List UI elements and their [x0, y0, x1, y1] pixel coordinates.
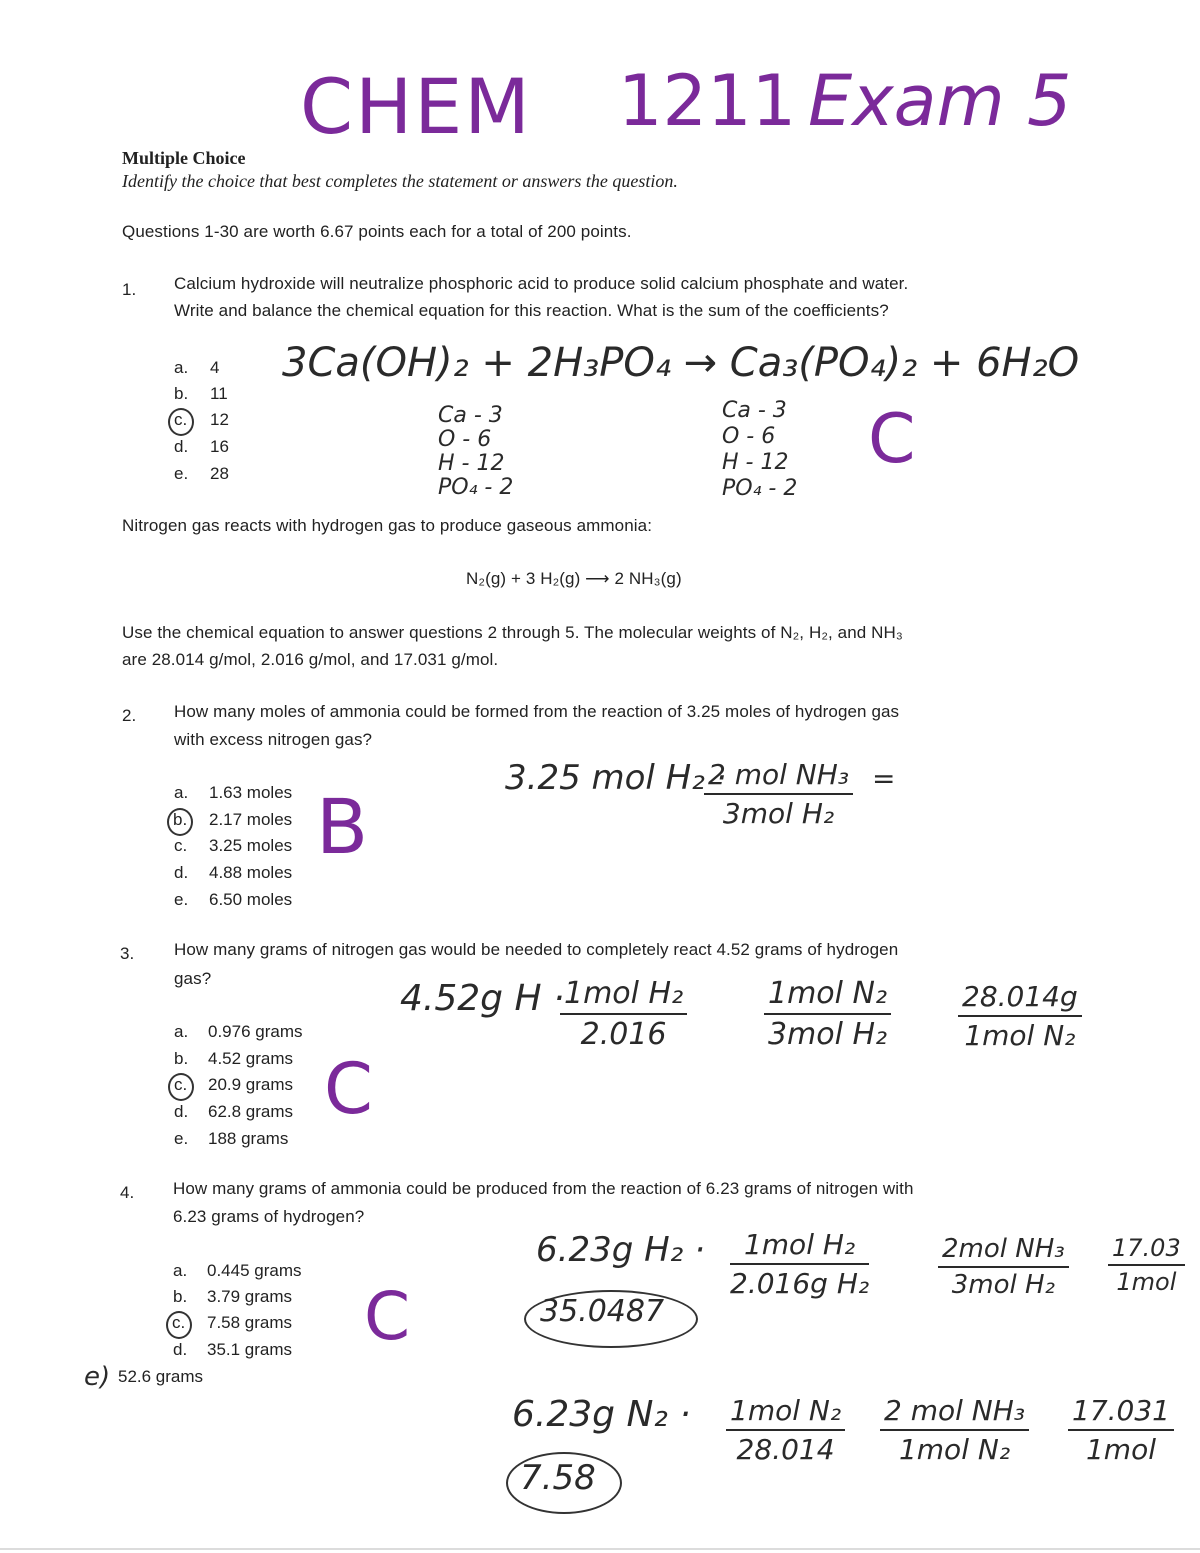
q4-option-a-letter: a.	[173, 1261, 188, 1280]
q1-option-a-text: 4	[210, 358, 220, 377]
q1-option-e-text: 28	[210, 464, 229, 483]
context-use-line2: are 28.014 g/mol, 2.016 g/mol, and 17.031 g/mol.	[122, 650, 499, 669]
q3-work-fraction-1	[560, 976, 687, 1052]
q4-work2-f2-denominator: 1mol N₂	[898, 1433, 1011, 1466]
q4-option-d-text: 35.1 grams	[207, 1340, 293, 1359]
points-note: Questions 1-30 are worth 6.67 points each for a total of 200 points.	[122, 222, 632, 241]
q1-tally-right-ca: Ca - 3	[722, 398, 787, 423]
q4-option-e-text: 52.6 grams	[118, 1367, 204, 1386]
q1-option-c-text: 12	[210, 410, 229, 429]
context-use-line1: Use the chemical equation to answer questions 2 through 5. The molecular weights of N₂, H₂, and NH₃	[122, 623, 903, 642]
q4-work1-f2-numerator: 2mol NH₃	[938, 1234, 1069, 1268]
q1-tally-left-h: H - 12	[438, 451, 505, 476]
q2-option-c-letter: c.	[174, 836, 188, 855]
q2-option-b-letter: b.	[173, 810, 188, 829]
q1-tally-left-ca: Ca - 3	[438, 403, 503, 428]
q3-work-f2-denominator: 3mol H₂	[767, 1017, 888, 1052]
q4-text-line2: 6.23 grams of hydrogen?	[173, 1207, 365, 1226]
context-equation: N₂(g) + 3 H₂(g) ⟶ 2 NH₃(g)	[466, 569, 682, 588]
q3-number: 3.	[120, 944, 135, 963]
q2-number: 2.	[122, 706, 137, 725]
q1-work-equation: 3Ca(OH)₂ + 2H₃PO₄ → Ca₃(PO₄)₂ + 6H₂O	[282, 340, 1080, 386]
q1-tally-left-o: O - 6	[438, 427, 492, 452]
q3-option-c-letter: c.	[174, 1075, 188, 1094]
q3-option-d-text: 62.8 grams	[208, 1102, 294, 1121]
q4-option-e-letter: e)	[84, 1362, 111, 1392]
q1-tally-left-po4: PO₄ - 2	[438, 475, 514, 500]
q2-option-a-letter: a.	[174, 783, 189, 802]
q2-option-c-text: 3.25 moles	[209, 836, 293, 855]
q1-tally-right-o: O - 6	[722, 424, 776, 449]
q2-work-numerator: 2 mol NH₃	[704, 758, 853, 795]
q3-option-c-text: 20.9 grams	[208, 1075, 294, 1094]
q4-work1-fraction-3	[1108, 1234, 1185, 1296]
q4-work1-result: 35.0487	[540, 1294, 665, 1329]
q1-work-left-tally	[438, 404, 513, 500]
q3-work-f2-numerator: 1mol N₂	[764, 976, 891, 1015]
q3-work-fraction-3	[958, 980, 1082, 1052]
q3-option-e-letter: e.	[174, 1129, 189, 1148]
context-intro: Nitrogen gas reacts with hydrogen gas to produce gaseous ammonia:	[122, 516, 653, 535]
title-course: CHEM	[300, 62, 532, 151]
q2-text-line2: with excess nitrogen gas?	[174, 730, 373, 749]
q2-option-e-text: 6.50 moles	[209, 890, 293, 909]
q4-work2-f1-numerator: 1mol N₂	[726, 1394, 845, 1431]
q4-work2-f3-numerator: 17.031	[1068, 1394, 1174, 1431]
q1-option-e-letter: e.	[174, 464, 189, 483]
q3-option-a-text: 0.976 grams	[208, 1022, 303, 1041]
q3-answer: C	[324, 1048, 373, 1130]
q4-work2-fraction-1	[726, 1394, 845, 1466]
q1-option-c-letter: c.	[174, 410, 188, 429]
q3-work-f1-numerator: 1mol H₂	[560, 976, 687, 1015]
q3-option-a-letter: a.	[174, 1022, 189, 1041]
q4-work1-fraction-1	[730, 1228, 869, 1300]
q4-work2-f1-denominator: 28.014	[736, 1433, 835, 1466]
q4-option-d-letter: d.	[173, 1340, 188, 1359]
q2-option-e-letter: e.	[174, 890, 189, 909]
q4-work1-f1-denominator: 2.016g H₂	[730, 1267, 870, 1300]
q4-text-line1: How many grams of ammonia could be produced from the reaction of 6.23 grams of nitrogen with	[173, 1179, 914, 1198]
q1-answer: C	[868, 400, 916, 479]
q2-option-d-letter: d.	[174, 863, 189, 882]
q4-number: 4.	[120, 1183, 135, 1202]
q4-work1-fraction-2	[938, 1234, 1069, 1300]
q2-work-fraction	[704, 758, 853, 830]
q2-option-b-text: 2.17 moles	[209, 810, 293, 829]
q4-option-b-letter: b.	[173, 1287, 188, 1306]
q4-work2-f3-denominator: 1mol	[1085, 1433, 1156, 1466]
q4-work2-lead: 6.23g N₂ ·	[512, 1394, 691, 1435]
q1-text-line1: Calcium hydroxide will neutralize phosphoric acid to produce solid calcium phosphate and water.	[174, 274, 909, 293]
q3-work-fraction-2	[764, 976, 891, 1052]
q4-option-a-text: 0.445 grams	[207, 1261, 302, 1280]
q2-work-denominator: 3mol H₂	[722, 797, 835, 830]
title-exam: Exam 5	[808, 60, 1072, 142]
q4-work1-f2-denominator: 3mol H₂	[951, 1270, 1055, 1300]
q4-option-b-text: 3.79 grams	[207, 1287, 293, 1306]
q2-option-a-text: 1.63 moles	[209, 783, 293, 802]
q1-option-a-letter: a.	[174, 358, 189, 377]
q1-text-line2: Write and balance the chemical equation for this reaction. What is the sum of the coefficients?	[174, 301, 889, 320]
q2-option-d-text: 4.88 moles	[209, 863, 293, 882]
q4-work2-fraction-3	[1068, 1394, 1174, 1466]
q4-answer: C	[364, 1278, 411, 1355]
q4-work2-f2-numerator: 2 mol NH₃	[880, 1394, 1029, 1431]
section-title: Multiple Choice	[122, 148, 246, 168]
q4-option-c-letter: c.	[172, 1313, 186, 1332]
q2-text-line1: How many moles of ammonia could be formed from the reaction of 3.25 moles of hydrogen gas	[174, 702, 900, 721]
q1-option-b-letter: b.	[174, 384, 189, 403]
q2-work-equals: =	[872, 762, 896, 795]
q3-option-b-letter: b.	[174, 1049, 189, 1068]
q4-work1-lead: 6.23g H₂ ·	[536, 1230, 705, 1270]
q4-work1-f3-numerator: 17.03	[1108, 1234, 1185, 1266]
q1-work-right-tally	[722, 398, 797, 502]
q2-answer: B	[316, 782, 369, 871]
q3-option-d-letter: d.	[174, 1102, 189, 1121]
q1-option-d-text: 16	[210, 437, 229, 456]
q2-work-lead: 3.25 mol H₂ ·	[505, 758, 727, 798]
q3-text-line2: gas?	[174, 969, 212, 988]
q4-option-c-text: 7.58 grams	[207, 1313, 293, 1332]
q3-option-e-text: 188 grams	[208, 1129, 289, 1148]
q3-text-line1: How many grams of nitrogen gas would be needed to completely react 4.52 grams of hydrogen	[174, 940, 899, 959]
q1-tally-right-po4: PO₄ - 2	[722, 476, 798, 501]
q4-work1-f1-numerator: 1mol H₂	[730, 1228, 869, 1265]
q4-work1-f3-denominator: 1mol	[1116, 1268, 1177, 1296]
instructions: Identify the choice that best completes the statement or answers the question.	[122, 171, 678, 191]
q3-work-f3-denominator: 1mol N₂	[964, 1019, 1076, 1052]
q4-work2-result: 7.58	[520, 1458, 596, 1498]
page-bottom-edge	[0, 1548, 1200, 1550]
q1-number: 1.	[122, 280, 137, 299]
q4-work2-fraction-2	[880, 1394, 1029, 1466]
q3-work-f3-numerator: 28.014g	[958, 980, 1082, 1017]
q3-option-b-text: 4.52 grams	[208, 1049, 294, 1068]
q1-option-d-letter: d.	[174, 437, 189, 456]
q3-work-f1-denominator: 2.016	[580, 1017, 667, 1052]
q1-tally-right-h: H - 12	[722, 450, 789, 475]
q1-option-b-text: 11	[210, 384, 228, 403]
title-number: 1211	[618, 60, 797, 142]
q3-work-lead: 4.52g H ·	[400, 978, 565, 1019]
